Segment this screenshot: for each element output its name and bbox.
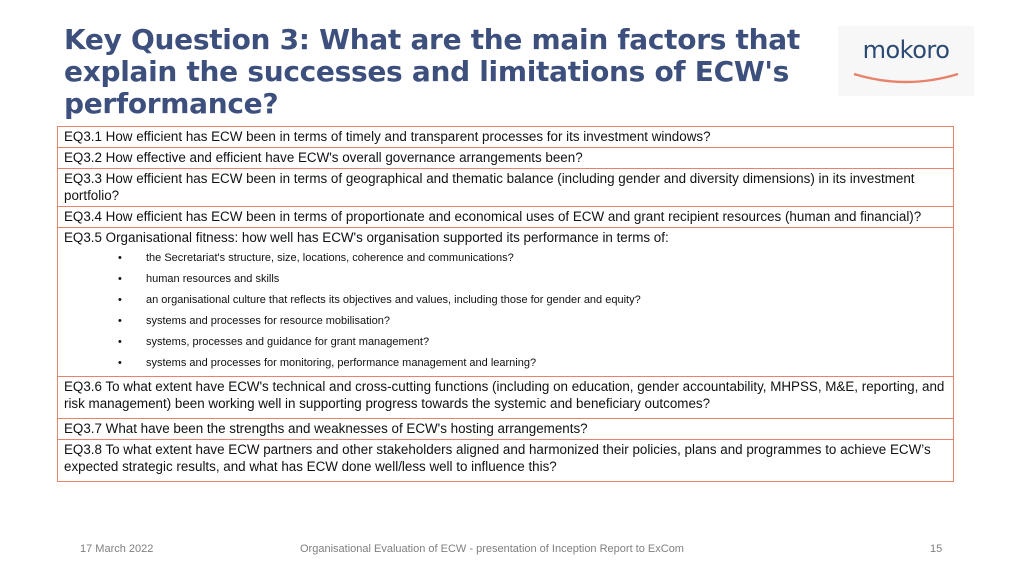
question-eq3-6: EQ3.6 To what extent have ECW's technical and cross-cutting functions (including on education, gender accountability, MHPSS, M&E, reporting, and risk management) been working well in supporting progress towards the systemic and beneficiary outcomes? [58, 377, 954, 419]
list-item: • an organisational culture that reflects its objectives and values, including those for gender and equity? [146, 290, 947, 311]
question-eq3-4: EQ3.4 How efficient has ECW been in terms of proportionate and economical uses of ECW and grant recipient resources (human and financial)? [58, 207, 954, 228]
table-row [58, 127, 954, 148]
table-row [58, 207, 954, 228]
question-eq3-1: EQ3.1 How efficient has ECW been in terms of timely and transparent processes for its investment windows? [58, 127, 954, 148]
table-row [58, 377, 954, 419]
footer-title: Organisational Evaluation of ECW - presentation of Inception Report to ExCom [300, 543, 684, 555]
question-eq3-5 [58, 228, 954, 377]
table-row [58, 440, 954, 482]
bullet-icon: • [118, 357, 122, 369]
logo-arc-icon [852, 70, 960, 86]
question-eq3-2: EQ3.2 How effective and efficient have ECW's overall governance arrangements been? [58, 148, 954, 169]
logo-text: mokoro [862, 36, 950, 64]
list-item: • the Secretariat's structure, size, locations, coherence and communications? [146, 248, 947, 269]
bullet-icon: • [118, 252, 122, 264]
footer-date: 17 March 2022 [80, 543, 154, 555]
question-eq3-7: EQ3.7 What have been the strengths and weaknesses of ECW's hosting arrangements? [58, 419, 954, 440]
table-row [58, 148, 954, 169]
bullet-icon: • [118, 336, 122, 348]
table-row [58, 228, 954, 377]
bullet-icon: • [118, 315, 122, 327]
bullet-icon: • [118, 294, 122, 306]
eq3-5-sublist [64, 248, 947, 374]
table-row [58, 419, 954, 440]
list-item: • systems and processes for resource mobilisation? [146, 311, 947, 332]
list-item: • systems and processes for monitoring, performance management and learning? [146, 353, 947, 374]
list-item: • human resources and skills [146, 269, 947, 290]
table-row [58, 169, 954, 207]
mokoro-logo [838, 26, 974, 96]
list-item: • systems, processes and guidance for grant management? [146, 332, 947, 353]
evaluation-questions-table [57, 126, 954, 482]
slide-title: Key Question 3: What are the main factors that explain the successes and limitations of ECW's performance? [64, 23, 800, 120]
question-eq3-5-text: EQ3.5 Organisational fitness: how well has ECW's organisation supported its performance in terms of: [64, 230, 669, 245]
page-number: 15 [930, 543, 943, 555]
question-eq3-3: EQ3.3 How efficient has ECW been in terms of geographical and thematic balance (including gender and diversity dimensions) in its investment portfolio? [58, 169, 954, 207]
bullet-icon: • [118, 273, 122, 285]
question-eq3-8: EQ3.8 To what extent have ECW partners and other stakeholders aligned and harmonized their policies, plans and programmes to achieve ECW’s expected strategic results, and what has ECW done well/less well to influence this? [58, 440, 954, 482]
